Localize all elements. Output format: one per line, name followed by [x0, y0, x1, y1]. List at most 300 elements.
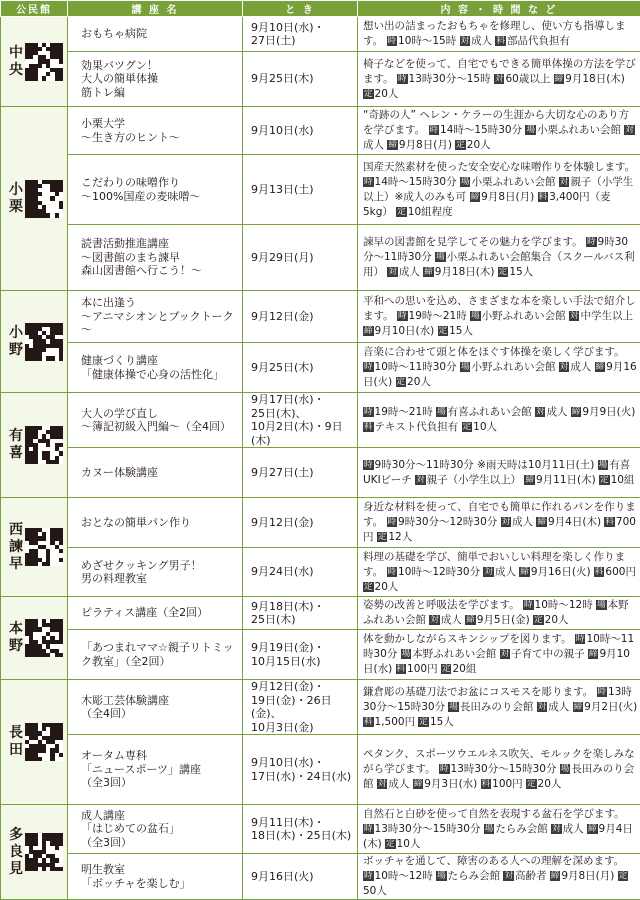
info-value: 中学生以上 [580, 310, 633, 322]
course-row [1, 52, 640, 107]
info-value: 長田みのり会館 [460, 701, 537, 713]
info-value: 9月11日(木) [536, 474, 599, 486]
course-row [1, 291, 640, 343]
course-detail [358, 225, 640, 291]
info-tag: 場 [560, 764, 571, 774]
info-tag: 時 [429, 125, 440, 135]
info-tag: 定 [498, 267, 509, 277]
course-row [1, 448, 640, 498]
info-tag: 対 [537, 702, 548, 712]
info-item [526, 778, 561, 790]
course-row [1, 854, 640, 900]
info-value: 部品代負担有 [507, 35, 570, 47]
info-tag: 時 [523, 600, 534, 610]
hall-name: 中央 [8, 45, 24, 79]
course-date: 9月19日(金)・ 10月15日(水) [243, 630, 358, 680]
info-item [363, 581, 398, 593]
course-row [1, 630, 640, 680]
qr-code-icon[interactable] [25, 723, 63, 761]
info-tag: 時 [363, 460, 374, 470]
info-value: 9月8日(月) [399, 139, 455, 151]
info-tag: 定 [363, 89, 374, 99]
info-tag: 対 [429, 615, 440, 625]
course-detail [358, 393, 640, 448]
course-table-body [1, 17, 640, 900]
info-item [525, 124, 624, 136]
info-value: 成人 [363, 139, 387, 151]
info-item [571, 406, 636, 418]
hall-cell [1, 805, 68, 900]
course-title: 小栗大学 ～生き方のヒント～ [68, 107, 243, 155]
course-description: 諫早の図書館を見学してその魅力を学びます。 [363, 236, 586, 248]
course-description: 自然石と白砂を使って自然を表現する盆石を学びます。 [363, 808, 625, 820]
course-detail [358, 448, 640, 498]
info-item [519, 566, 594, 578]
course-row [1, 805, 640, 854]
hall-name: 西諫早 [8, 522, 24, 573]
course-date: 9月17日(水)・ 25日(木)、 10月2日(木)・9日(木) [243, 393, 358, 448]
header-date: と き [243, 1, 358, 17]
info-value: 小野ふれあい会館 [482, 310, 569, 322]
info-value: 有喜UKIビーチ [363, 459, 630, 486]
info-item [429, 614, 465, 626]
course-title: 本に出逢う ～アニマシオンとブックトーク～ [68, 291, 243, 343]
info-tag: 場 [448, 702, 459, 712]
header-course: 講 座 名 [68, 1, 243, 17]
info-tag: 料 [363, 422, 374, 432]
info-item [537, 701, 573, 713]
info-item [481, 778, 526, 790]
info-tag: 締 [465, 615, 476, 625]
info-value: 9時30分～11時30分 ※雨天時は10月11日(土) [375, 459, 598, 471]
info-value: 1,500円 [375, 716, 419, 728]
info-tag: 時 [363, 362, 374, 372]
course-title: 木彫工芸体験講座 （全4回） [68, 680, 243, 735]
info-tag: 料 [481, 779, 492, 789]
qr-code-icon[interactable] [25, 323, 63, 361]
info-tag: 時 [597, 687, 608, 697]
course-title: 大人の学び直し ～簿記初級入門編～（全4回） [68, 393, 243, 448]
header-row [1, 1, 640, 17]
info-item [363, 406, 436, 418]
info-item [470, 310, 569, 322]
info-value: 9月16日(火) [363, 361, 637, 388]
info-tag: 料 [396, 664, 407, 674]
course-row [1, 17, 640, 52]
info-item [460, 361, 559, 373]
course-title: 読書活動推進講座 ～図書館のまち諫早 森山図書館へ行こう！～ [68, 225, 243, 291]
info-tag: 場 [596, 600, 607, 610]
course-description: 平和への思いを込め、さまざまな本を楽しい手法で紹介します。 [363, 295, 636, 322]
info-value: 10時～12時 [375, 870, 437, 882]
info-tag: 定 [462, 422, 473, 432]
info-tag: 締 [363, 326, 374, 336]
info-value: 15人 [509, 266, 533, 278]
info-tag: 場 [436, 871, 447, 881]
info-value: 9月9日(火) [582, 406, 635, 418]
qr-code-icon[interactable] [25, 528, 63, 566]
info-item [501, 516, 537, 528]
info-item [363, 88, 398, 100]
hall-name: 本野 [8, 621, 24, 655]
info-tag: 対 [503, 871, 514, 881]
info-tag: 締 [588, 649, 599, 659]
course-row [1, 107, 640, 155]
info-tag: 時 [397, 74, 408, 84]
hall-name: 多良見 [8, 827, 24, 878]
info-tag: 定 [418, 717, 429, 727]
info-tag: 締 [413, 779, 424, 789]
course-row [1, 498, 640, 548]
info-tag: 締 [587, 824, 598, 834]
info-value: 15人 [449, 325, 473, 337]
info-value: 9月18日(木) [565, 73, 625, 85]
info-item [436, 406, 535, 418]
info-value: 10時～12時30分 [398, 566, 483, 578]
info-item [377, 778, 413, 790]
info-value: 9月3日(水) [424, 778, 480, 790]
info-value: 成人 [548, 701, 572, 713]
info-value: 成人 [563, 823, 587, 835]
info-value: 9月5日(金) [477, 614, 533, 626]
info-tag: 対 [569, 311, 580, 321]
info-value: 9月4日(木) [363, 823, 633, 850]
info-value: 9月2日(火) [584, 701, 637, 713]
info-item [363, 459, 598, 471]
info-tag: 定 [618, 871, 629, 881]
course-detail [358, 291, 640, 343]
info-value: たらみ会館 [448, 870, 504, 882]
info-tag: 場 [470, 311, 481, 321]
course-detail [358, 343, 640, 393]
info-item [415, 474, 524, 486]
hall-cell [1, 291, 68, 393]
info-item [498, 266, 533, 278]
info-tag: 締 [524, 475, 535, 485]
info-item [363, 361, 460, 373]
info-tag: 対 [535, 407, 546, 417]
info-item [387, 35, 460, 47]
info-item [536, 516, 604, 528]
info-value: 14時～15時30分 [375, 176, 460, 188]
info-item [460, 35, 496, 47]
info-value: 10時～11時30分 [363, 633, 634, 660]
info-value: 600円 [605, 566, 636, 578]
info-value: 15人 [430, 716, 454, 728]
info-value: 13時30分～15時 [409, 73, 494, 85]
course-detail [358, 155, 640, 225]
info-item [484, 823, 551, 835]
info-tag: 定 [396, 207, 407, 217]
info-tag: 場 [436, 407, 447, 417]
info-item [524, 474, 599, 486]
info-item [418, 716, 453, 728]
info-tag: 定 [385, 839, 396, 849]
info-value: 成人 [570, 361, 594, 373]
info-value: 成人 [471, 35, 495, 47]
info-value: 20人 [545, 614, 569, 626]
course-detail [358, 17, 640, 52]
info-value: 子育て中の親子 [511, 648, 588, 660]
info-tag: 時 [439, 764, 450, 774]
course-date: 9月12日(金) [243, 291, 358, 343]
info-tag: 場 [598, 460, 609, 470]
info-value: 20人 [407, 376, 431, 388]
course-detail [358, 630, 640, 680]
course-date: 9月11日(木)・ 18日(木)・25日(木) [243, 805, 358, 854]
info-tag: 締 [536, 517, 547, 527]
info-value: 成人 [495, 566, 519, 578]
info-value: 9月4日(木) [548, 516, 604, 528]
info-value: 50人 [363, 885, 387, 897]
info-item [363, 716, 418, 728]
info-value: 12人 [388, 531, 412, 543]
info-value: 20組 [452, 663, 476, 675]
info-tag: 料 [604, 517, 615, 527]
course-date: 9月25日(木) [243, 52, 358, 107]
info-value: 成人 [512, 516, 536, 528]
hall-name: 小野 [8, 325, 24, 359]
info-tag: 対 [387, 267, 398, 277]
info-item [363, 421, 462, 433]
info-value: 60歳以上 [505, 73, 553, 85]
info-tag: 時 [363, 824, 374, 834]
info-value: 10組程度 [408, 206, 453, 218]
course-description: 体を動かしながらスキンシップを図ります。 [363, 633, 575, 645]
info-tag: 締 [423, 267, 434, 277]
course-row [1, 735, 640, 805]
course-detail [358, 680, 640, 735]
info-tag: 対 [494, 74, 505, 84]
info-tag: 時 [363, 871, 374, 881]
course-title: カヌー体験講座 [68, 448, 243, 498]
course-date: 9月24日(水) [243, 548, 358, 597]
info-tag: 場 [484, 824, 495, 834]
course-row [1, 597, 640, 630]
course-title: 明生教室 「ボッチャを楽しむ」 [68, 854, 243, 900]
course-date: 9月27日(土) [243, 448, 358, 498]
info-tag: 時 [397, 311, 408, 321]
info-tag: 対 [624, 125, 635, 135]
info-item [483, 566, 519, 578]
info-item [363, 176, 460, 188]
course-row [1, 548, 640, 597]
info-item [494, 73, 554, 85]
info-value: 3,400円（麦5kg） [363, 191, 611, 218]
info-tag: 時 [387, 36, 398, 46]
course-title: めざせクッキング男子！ 男の料理教室 [68, 548, 243, 597]
course-date: 9月29日(月) [243, 225, 358, 291]
qr-code-icon[interactable] [25, 180, 63, 218]
hall-cell [1, 393, 68, 498]
header-detail: 内 容 ・ 時 間 な ど [358, 1, 640, 17]
course-description: 料理の基礎を学び、簡単でおいしい料理を楽しく作ります。 [363, 551, 625, 578]
info-tag: 締 [573, 702, 584, 712]
info-item [462, 421, 497, 433]
course-date: 9月10日(水) [243, 107, 358, 155]
info-tag: 場 [401, 649, 412, 659]
qr-code-icon[interactable] [25, 426, 63, 464]
info-item [439, 763, 560, 775]
info-value: 成人 [546, 406, 570, 418]
hall-name: 有喜 [8, 428, 24, 462]
info-item [429, 124, 526, 136]
course-date: 9月13日(土) [243, 155, 358, 225]
info-tag: 締 [470, 192, 481, 202]
info-value: 10人 [397, 838, 421, 850]
info-tag: 時 [363, 177, 374, 187]
course-description: 想い出の詰まったおもちゃを修理し、使い方も指導します。 [363, 20, 626, 47]
course-date: 9月12日(金)・ 19日(金)・26日(金)、 10月3日(金) [243, 680, 358, 735]
course-title: ピラティス講座（全2回） [68, 597, 243, 630]
info-item [448, 701, 536, 713]
hall-cell [1, 680, 68, 805]
course-description: 音楽に合わせて頭と体をほぐす体操を楽しく学びます。 [363, 346, 625, 358]
info-tag: 対 [559, 177, 570, 187]
info-item [455, 139, 490, 151]
info-item [573, 701, 638, 713]
course-row [1, 343, 640, 393]
qr-code-icon[interactable] [25, 619, 63, 657]
course-date: 9月16日(火) [243, 854, 358, 900]
info-value: 14時～15時30分 [440, 124, 525, 136]
info-tag: 料 [495, 36, 506, 46]
course-title: 成人講座 「はじめての盆石」 （全3回） [68, 805, 243, 854]
info-tag: 場 [435, 252, 446, 262]
course-description: “奇跡の人” ヘレン・ケラーの生涯から大切な心のあり方を学びます。 [363, 109, 629, 136]
info-value: 100円 [407, 663, 441, 675]
info-tag: 定 [526, 779, 537, 789]
info-item [438, 325, 473, 337]
course-row [1, 393, 640, 448]
info-value: 小栗ふれあい会館 [537, 124, 624, 136]
info-tag: 締 [554, 74, 565, 84]
info-tag: 対 [500, 649, 511, 659]
info-item [387, 139, 455, 151]
info-value: 成人 [441, 614, 465, 626]
info-value: 成人 [388, 778, 412, 790]
course-detail [358, 735, 640, 805]
info-value: 高齢者 [515, 870, 550, 882]
course-title: 健康づくり講座 「健康体操で心身の活性化」 [68, 343, 243, 393]
info-value: 19時～21時 [409, 310, 471, 322]
qr-code-icon[interactable] [25, 833, 63, 871]
course-date: 9月12日(金) [243, 498, 358, 548]
hall-cell [1, 107, 68, 291]
info-tag: 定 [396, 377, 407, 387]
info-item [535, 406, 571, 418]
info-item [413, 778, 481, 790]
info-tag: 定 [441, 664, 452, 674]
course-title: おもちゃ病院 [68, 17, 243, 52]
info-tag: 対 [551, 824, 562, 834]
hall-name: 小栗 [8, 182, 24, 216]
info-value: 13時30分～15時30分 [451, 763, 560, 775]
info-value: 成人 [399, 266, 423, 278]
course-description: ペタンク、スポーツウエルネス吹矢、モルックを楽しみながら学びます。 [363, 748, 635, 775]
info-value: 9月8日(月) [561, 870, 617, 882]
hall-name: 長田 [8, 725, 24, 759]
course-title: オータム専科 「ニュースポーツ」講座 （全3回） [68, 735, 243, 805]
info-tag: 締 [595, 362, 606, 372]
info-item [599, 474, 634, 486]
info-tag: 定 [377, 532, 388, 542]
info-item [423, 266, 498, 278]
course-description: 椅子などを使って、自宅でもできる簡単体操の方法を学びます。 [363, 58, 636, 85]
info-tag: 締 [387, 140, 398, 150]
info-item [397, 310, 470, 322]
course-title: 効果バツグン！ 大人の簡単体操 筋トレ編 [68, 52, 243, 107]
info-value: 10人 [473, 421, 497, 433]
info-value: 親子（小学生以上） [427, 474, 525, 486]
info-item [387, 566, 484, 578]
course-description: 国産天然素材を使った安全安心な味噌作りを体験します。 [363, 161, 635, 173]
course-detail [358, 498, 640, 548]
info-value: 9時30分～11時30分 [363, 236, 628, 263]
info-item [569, 310, 633, 322]
qr-code-icon[interactable] [25, 43, 63, 81]
course-date: 9月10日(水)・ 27日(土) [243, 17, 358, 52]
info-item [460, 176, 559, 188]
info-value: 20人 [538, 778, 562, 790]
info-item [401, 648, 500, 660]
info-tag: 料 [363, 717, 374, 727]
info-item [470, 191, 538, 203]
course-detail [358, 548, 640, 597]
course-date: 9月18日(木)・ 25日(木) [243, 597, 358, 630]
info-tag: 場 [525, 125, 536, 135]
info-value: 13時30分～15時30分 [363, 686, 632, 713]
info-tag: 定 [599, 475, 610, 485]
info-value: 9月18日(木) [435, 266, 498, 278]
course-date: 9月10日(水)・ 17日(水)・24日(水) [243, 735, 358, 805]
info-item [363, 325, 438, 337]
info-value: 小野ふれあい会館 [471, 361, 558, 373]
info-value: 10時～12時 [535, 599, 597, 611]
course-row [1, 680, 640, 735]
info-value: 本野ふれあい会館 [363, 599, 629, 626]
course-detail [358, 854, 640, 900]
course-date: 9月25日(木) [243, 343, 358, 393]
hall-cell [1, 498, 68, 597]
info-value: 20人 [375, 581, 399, 593]
info-item [550, 870, 618, 882]
course-description: 姿勢の改善と呼吸法を学びます。 [363, 599, 523, 611]
info-tag: 時 [387, 517, 398, 527]
course-title: 「あつまれママ☆親子リトミック教室」（全2回） [68, 630, 243, 680]
course-description: 身近な材料を使って、自宅でも簡単に作れるパンを作ります。 [363, 501, 636, 528]
info-value: 親子（小学生以上）※成人のみも可 [363, 176, 633, 203]
info-item [465, 614, 533, 626]
info-tag: 時 [387, 567, 398, 577]
info-item [594, 566, 636, 578]
info-value: 有喜ふれあい会館 [448, 406, 535, 418]
info-tag: 時 [575, 634, 586, 644]
info-value: 小栗ふれあい会館 [471, 176, 558, 188]
info-item [554, 73, 625, 85]
course-title: こだわりの味噌作り ～100%国産の麦味噌～ [68, 155, 243, 225]
info-item [363, 823, 484, 835]
course-detail [358, 107, 640, 155]
info-value: 長田みのり会館 [363, 763, 634, 790]
info-value: たらみ会館 [495, 823, 551, 835]
info-tag: 対 [501, 517, 512, 527]
info-value: 9月8日(月) [481, 191, 537, 203]
info-value: 10時～11時30分 [375, 361, 460, 373]
info-item [441, 663, 476, 675]
info-tag: 定 [438, 326, 449, 336]
info-value: 700円 [363, 516, 636, 543]
